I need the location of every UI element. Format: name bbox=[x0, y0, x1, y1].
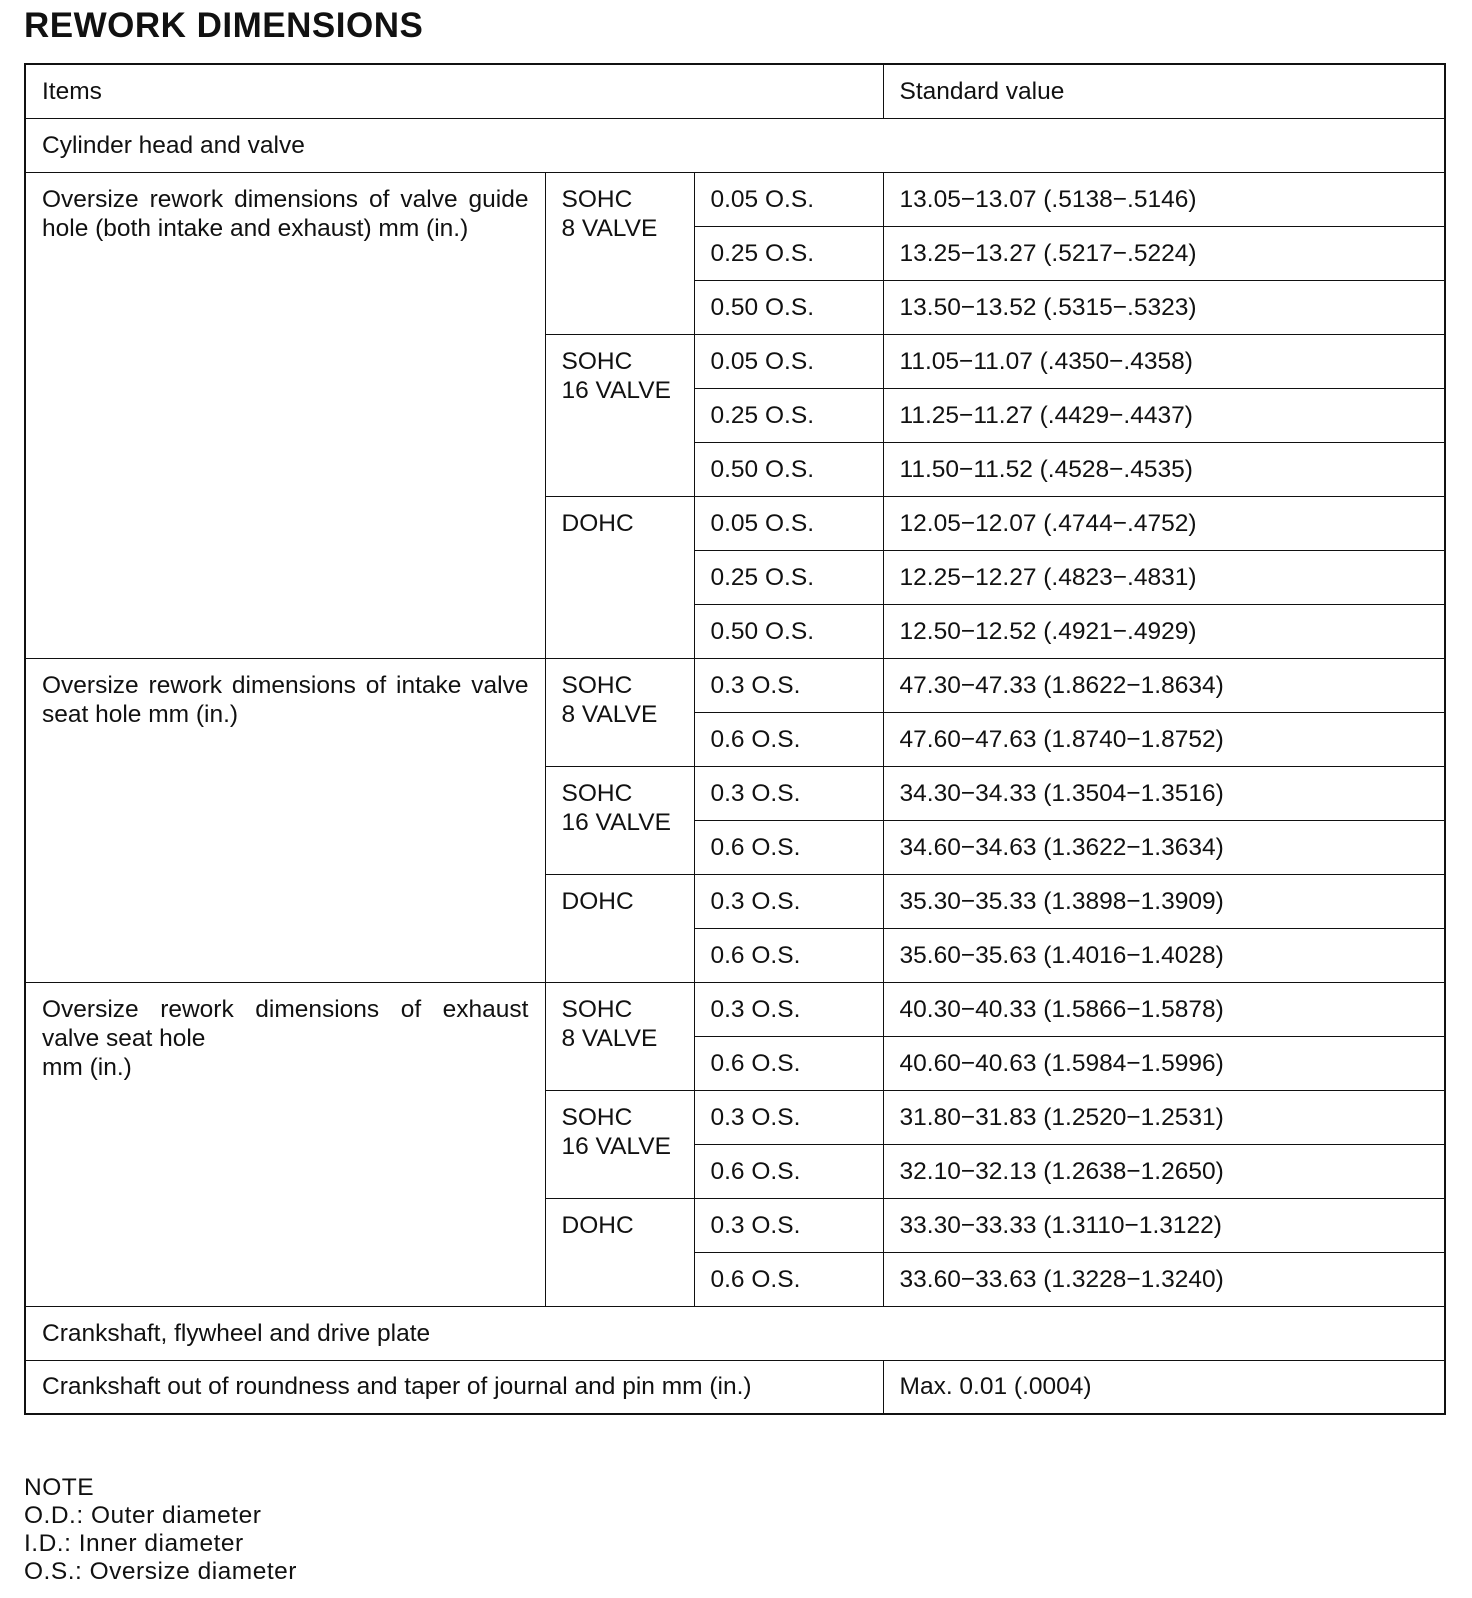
note-title: NOTE bbox=[24, 1474, 95, 1501]
oversize-label: 0.25 O.S. bbox=[694, 550, 883, 604]
oversize-label: 0.50 O.S. bbox=[694, 604, 883, 658]
engine-type: SOHC 8 VALVE bbox=[545, 172, 694, 334]
standard-value: 35.30−35.33 (1.3898−1.3909) bbox=[883, 874, 1445, 928]
oversize-label: 0.3 O.S. bbox=[694, 1090, 883, 1144]
section-row-cylinder-head bbox=[25, 118, 1445, 172]
oversize-label: 0.6 O.S. bbox=[694, 820, 883, 874]
table-row bbox=[25, 1360, 1445, 1414]
oversize-label: 0.25 O.S. bbox=[694, 226, 883, 280]
oversize-label: 0.50 O.S. bbox=[694, 280, 883, 334]
page-title: REWORK DIMENSIONS bbox=[24, 6, 424, 45]
standard-value: 35.60−35.63 (1.4016−1.4028) bbox=[883, 928, 1445, 982]
standard-value: 13.25−13.27 (.5217−.5224) bbox=[883, 226, 1445, 280]
oversize-label: 0.3 O.S. bbox=[694, 766, 883, 820]
engine-type: DOHC bbox=[545, 874, 694, 982]
item-description: Oversize rework dimensions of valve guide hole (both intake and exhaust) mm (in.) bbox=[25, 172, 545, 658]
section-row-crankshaft bbox=[25, 1306, 1445, 1360]
header-items: Items bbox=[25, 64, 883, 118]
table-body bbox=[25, 64, 1445, 1414]
oversize-label: 0.6 O.S. bbox=[694, 1252, 883, 1306]
engine-type: SOHC 8 VALVE bbox=[545, 982, 694, 1090]
oversize-label: 0.3 O.S. bbox=[694, 982, 883, 1036]
standard-value: 34.30−34.33 (1.3504−1.3516) bbox=[883, 766, 1445, 820]
standard-value: 12.25−12.27 (.4823−.4831) bbox=[883, 550, 1445, 604]
table-row bbox=[25, 172, 1445, 226]
standard-value: 11.25−11.27 (.4429−.4437) bbox=[883, 388, 1445, 442]
standard-value: 13.50−13.52 (.5315−.5323) bbox=[883, 280, 1445, 334]
oversize-label: 0.6 O.S. bbox=[694, 1036, 883, 1090]
oversize-label: 0.50 O.S. bbox=[694, 442, 883, 496]
oversize-label: 0.05 O.S. bbox=[694, 334, 883, 388]
standard-value: 11.05−11.07 (.4350−.4358) bbox=[883, 334, 1445, 388]
crankshaft-item: Crankshaft out of roundness and taper of journal and pin mm (in.) bbox=[25, 1360, 883, 1414]
standard-value: 12.05−12.07 (.4744−.4752) bbox=[883, 496, 1445, 550]
rework-dimensions-table bbox=[24, 63, 1446, 1415]
crankshaft-value: Max. 0.01 (.0004) bbox=[883, 1360, 1445, 1414]
note-line-od: O.D.: Outer diameter bbox=[24, 1502, 262, 1529]
note-line-id: I.D.: Inner diameter bbox=[24, 1530, 244, 1557]
standard-value: 47.60−47.63 (1.8740−1.8752) bbox=[883, 712, 1445, 766]
oversize-label: 0.6 O.S. bbox=[694, 928, 883, 982]
header-standard-value: Standard value bbox=[883, 64, 1445, 118]
engine-type: SOHC 16 VALVE bbox=[545, 1090, 694, 1198]
oversize-label: 0.05 O.S. bbox=[694, 496, 883, 550]
table-row bbox=[25, 982, 1445, 1036]
note-line-os: O.S.: Oversize diameter bbox=[24, 1558, 297, 1585]
engine-type: DOHC bbox=[545, 496, 694, 658]
oversize-label: 0.05 O.S. bbox=[694, 172, 883, 226]
oversize-label: 0.25 O.S. bbox=[694, 388, 883, 442]
item-description: Oversize rework dimensions of exhaust valve seat hole mm (in.) bbox=[25, 982, 545, 1306]
standard-value: 47.30−47.33 (1.8622−1.8634) bbox=[883, 658, 1445, 712]
standard-value: 40.30−40.33 (1.5866−1.5878) bbox=[883, 982, 1445, 1036]
oversize-label: 0.6 O.S. bbox=[694, 1144, 883, 1198]
oversize-label: 0.3 O.S. bbox=[694, 874, 883, 928]
standard-value: 32.10−32.13 (1.2638−1.2650) bbox=[883, 1144, 1445, 1198]
engine-type: DOHC bbox=[545, 1198, 694, 1306]
standard-value: 33.60−33.63 (1.3228−1.3240) bbox=[883, 1252, 1445, 1306]
standard-value: 34.60−34.63 (1.3622−1.3634) bbox=[883, 820, 1445, 874]
standard-value: 11.50−11.52 (.4528−.4535) bbox=[883, 442, 1445, 496]
item-description: Oversize rework dimensions of intake valve seat hole mm (in.) bbox=[25, 658, 545, 982]
engine-type: SOHC 16 VALVE bbox=[545, 766, 694, 874]
standard-value: 31.80−31.83 (1.2520−1.2531) bbox=[883, 1090, 1445, 1144]
standard-value: 40.60−40.63 (1.5984−1.5996) bbox=[883, 1036, 1445, 1090]
note-block bbox=[24, 1474, 297, 1586]
standard-value: 12.50−12.52 (.4921−.4929) bbox=[883, 604, 1445, 658]
section-cylinder-head: Cylinder head and valve bbox=[25, 118, 1445, 172]
section-crankshaft: Crankshaft, flywheel and drive plate bbox=[25, 1306, 1445, 1360]
header-row bbox=[25, 64, 1445, 118]
engine-type: SOHC 8 VALVE bbox=[545, 658, 694, 766]
oversize-label: 0.6 O.S. bbox=[694, 712, 883, 766]
oversize-label: 0.3 O.S. bbox=[694, 658, 883, 712]
oversize-label: 0.3 O.S. bbox=[694, 1198, 883, 1252]
engine-type: SOHC 16 VALVE bbox=[545, 334, 694, 496]
standard-value: 33.30−33.33 (1.3110−1.3122) bbox=[883, 1198, 1445, 1252]
standard-value: 13.05−13.07 (.5138−.5146) bbox=[883, 172, 1445, 226]
table-row bbox=[25, 658, 1445, 712]
